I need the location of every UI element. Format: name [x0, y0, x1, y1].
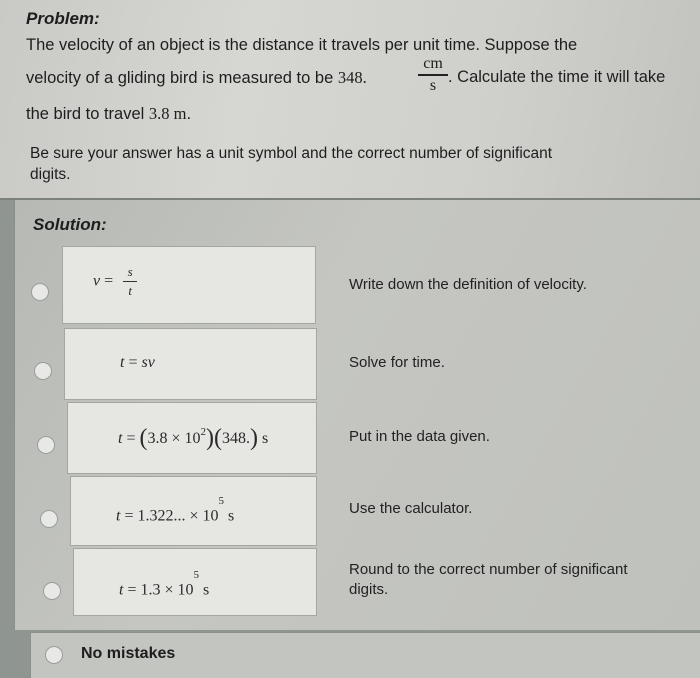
step-2-radio[interactable] — [34, 362, 52, 380]
step-2-description: Solve for time. — [349, 354, 445, 371]
step-3-description: Put in the data given. — [349, 428, 490, 445]
instruction-line-1: Be sure your answer has a unit symbol and the correct number of significant — [30, 145, 553, 162]
problem-panel — [0, 0, 700, 200]
step-4-description: Use the calculator. — [349, 500, 473, 517]
step-5-equation: $t = 1.3 \times 10^5$ s — [119, 569, 210, 599]
step-3-equation: $t = (3.8 \times 10^2)(348.)$ s — [118, 425, 269, 451]
step-1-equation: v = $\frac{s}{t}$ — [93, 265, 137, 298]
instruction-line-2: digits. — [30, 166, 71, 183]
no-mistakes-label: No mistakes — [81, 645, 176, 662]
step-4-radio[interactable] — [40, 510, 58, 528]
no-mistakes-option[interactable] — [30, 632, 700, 678]
problem-line-2: velocity of a gliding bird is measured to be 348. — [26, 68, 367, 87]
step-4-equation-box — [70, 476, 317, 546]
problem-line-3: the bird to travel 3.8 m. — [26, 104, 192, 123]
step-4-equation: t = 1.322... × $10^5$ s — [116, 495, 235, 525]
step-5-description-line-1: Round to the correct number of significant — [349, 561, 628, 578]
step-5-equation-box — [73, 548, 317, 616]
step-3-equation-box — [67, 402, 317, 474]
problem-line-2-suffix: . Calculate the time it will take — [448, 68, 666, 86]
step-5-description-line-2: digits. — [349, 581, 389, 598]
step-2-equation: t = sv — [120, 354, 155, 371]
step-1-description: Write down the definition of velocity. — [349, 276, 587, 293]
step-5-radio[interactable] — [43, 582, 61, 600]
problem-title: Problem: — [26, 9, 100, 28]
solution-title: Solution: — [33, 215, 107, 234]
velocity-unit: cm s — [418, 55, 448, 95]
no-mistakes-radio[interactable] — [45, 646, 63, 664]
step-1-equation-box — [62, 246, 316, 324]
step-2-equation-box — [64, 328, 317, 400]
step-3-radio[interactable] — [37, 436, 55, 454]
step-1-radio[interactable] — [31, 283, 49, 301]
distance-value: 3.8 m — [148, 104, 187, 123]
velocity-value: 348. — [337, 68, 367, 87]
problem-line-1: The velocity of an object is the distance it travels per unit time. Suppose the — [26, 36, 578, 54]
solution-panel — [14, 200, 700, 630]
